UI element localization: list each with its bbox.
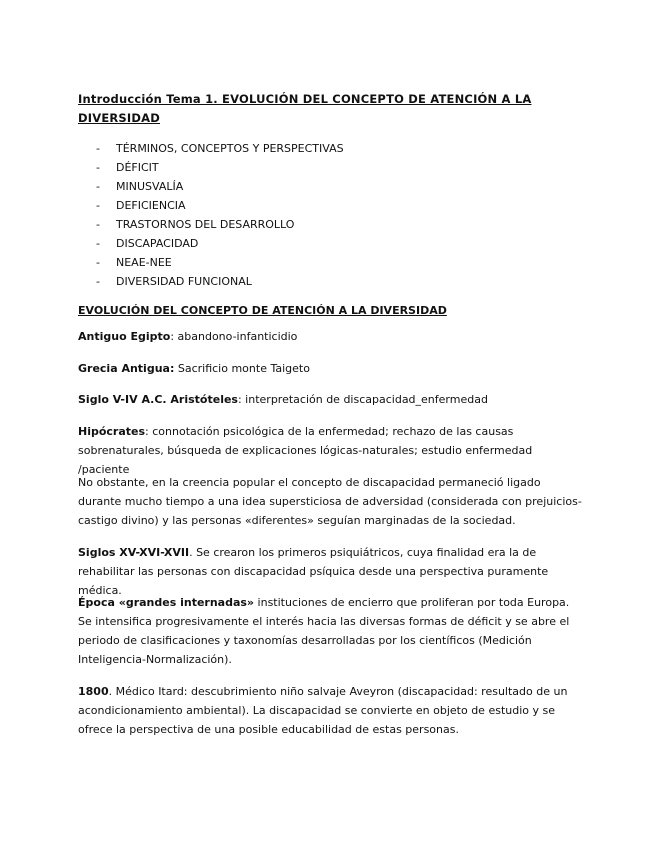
list-item-text: TRASTORNOS DEL DESARROLLO [116, 218, 295, 231]
list-item-text: MINUSVALÍA [116, 180, 184, 193]
list-item-text: TÉRMINOS, CONCEPTOS Y PERSPECTIVAS [116, 142, 344, 155]
list-item [96, 234, 344, 253]
paragraph-hipocrates [78, 422, 583, 479]
paragraph-1800 [78, 682, 583, 739]
paragraph-label: Antiguo Egipto [78, 330, 171, 343]
paragraph-text: . Médico Itard: descubrimiento niño salvaje Aveyron (discapacidad: resultado de un acondicionamiento ambiental). La discapacidad se convierte en objeto de estudio y se ofrece la perspectiva de una posible educabilidad de estas personas. [78, 685, 568, 736]
document-title: Introducción Tema 1. EVOLUCIÓN DEL CONCEPTO DE ATENCIÓN A LA DIVERSIDAD [78, 92, 532, 125]
paragraph-label: Siglo V-IV A.C. Aristóteles [78, 393, 238, 406]
list-item [96, 158, 344, 177]
list-item [96, 253, 344, 272]
list-item-text: DÉFICIT [116, 161, 159, 174]
bullet-marker: - [96, 199, 100, 212]
bullet-marker: - [96, 218, 100, 231]
list-item-text: DEFICIENCIA [116, 199, 186, 212]
paragraph-text: instituciones de encierro que proliferan por toda Europa. Se intensifica progresivamente el interés hacia las diversas formas de déficit y se abre el periodo de clasificaciones y taxonomías desarrolladas por los científicos (Medición Inteligencia-Normalización). [78, 596, 570, 666]
paragraph-text: No obstante, en la creencia popular el concepto de discapacidad permaneció ligado durante mucho tiempo a una idea supersticiosa de adversidad (considerada con prejuicios-castigo divino) y las personas «diferentes» seguían marginadas de la sociedad. [78, 476, 582, 527]
paragraph-aristoteles [78, 390, 583, 409]
terms-list [96, 139, 344, 291]
paragraph-text: . Se crearon los primeros psiquiátricos, cuya finalidad era la de rehabilitar las personas con discapacidad psíquica desde una perspectiva puramente médica. [78, 546, 549, 597]
paragraph-creencia-popular [78, 473, 583, 530]
paragraph-text: Sacrificio monte Taigeto [174, 362, 310, 375]
paragraph-label: Siglos XV-XVI-XVII [78, 546, 190, 559]
bullet-marker: - [96, 256, 100, 269]
list-item-text: NEAE-NEE [116, 256, 172, 269]
section-heading: EVOLUCIÓN DEL CONCEPTO DE ATENCIÓN A LA DIVERSIDAD [78, 304, 447, 317]
bullet-marker: - [96, 142, 100, 155]
list-item [96, 139, 344, 158]
list-item [96, 177, 344, 196]
paragraph-egipto [78, 327, 583, 346]
paragraph-label: Grecia Antigua: [78, 362, 175, 375]
paragraph-label: Época «grandes internadas» [78, 596, 255, 609]
bullet-marker: - [96, 180, 100, 193]
paragraph-grecia [78, 359, 583, 378]
paragraph-label: Hipócrates [78, 425, 146, 438]
list-item [96, 215, 344, 234]
paragraph-siglos [78, 543, 583, 600]
bullet-marker: - [96, 275, 100, 288]
paragraph-text: : interpretación de discapacidad_enfermedad [237, 393, 488, 406]
list-item [96, 196, 344, 215]
bullet-marker: - [96, 237, 100, 250]
paragraph-text: : connotación psicológica de la enfermedad; rechazo de las causas sobrenaturales, búsqueda de explicaciones lógicas-naturales; estudio enfermedad /paciente [78, 425, 533, 476]
paragraph-grandes-internadas [78, 593, 583, 669]
list-item [96, 272, 344, 291]
bullet-marker: - [96, 161, 100, 174]
paragraph-text: : abandono-infanticidio [170, 330, 298, 343]
paragraph-label: 1800 [78, 685, 109, 698]
list-item-text: DISCAPACIDAD [116, 237, 199, 250]
list-item-text: DIVERSIDAD FUNCIONAL [116, 275, 252, 288]
